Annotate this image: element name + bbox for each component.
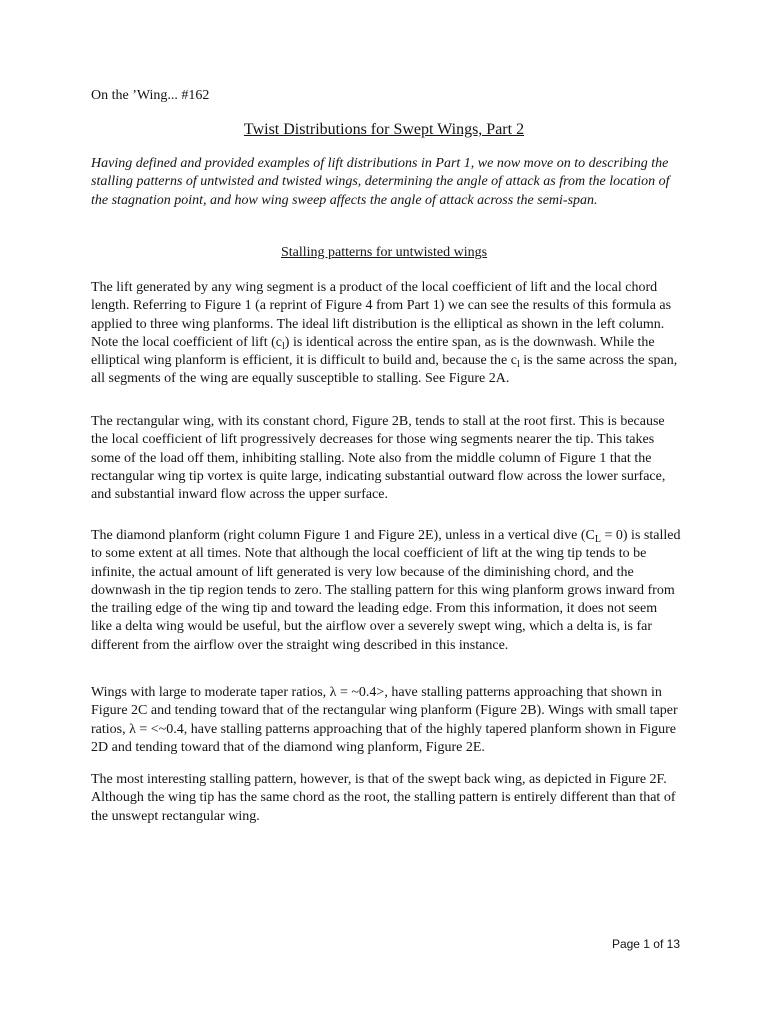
paragraph-2: The rectangular wing, with its constant chord, Figure 2B, tends to stall at the root first. This is because the local coefficient of lift progressively decreases for those wing segments nearer the tip. This takes some of the load off them, inhibiting stalling. Note also from the middle column of Figure 1 that the rectangular wing tip vortex is quite large, indicating substantial outward flow across the lower surface, and substantial inward flow across the upper surface. [91,414,666,503]
paragraph-4: Wings with large to moderate taper ratios, λ = ~0.4>, have stalling patterns approaching that shown in Figure 2C and tending toward that of the rectangular wing planform (Figure 2B). Wings with small taper ratios, λ = <~0.4, have stalling patterns approaching that of the highly tapered planform shown in Figure 2D and tending toward that of the diamond wing planform, Figure 2E. [91,685,678,755]
page-number: Page 1 of 13 [611,937,680,951]
paragraph-3 [91,527,681,655]
paragraph-3-text-b: = 0) is stalled to some extent at all times. Note that although the local coefficient of lift at the wing tip tends to be infinite, the actual amount of lift generated is very low because of the diminishing chord, and the downwash in the tip region tends to zero. The stalling pattern for this wing planform grows inward from the trailing edge of the wing tip and toward the leading edge. From this information, it does not seem like a delta wing would be useful, but the airflow over a severely swept wing, which a delta is, is far different from the airflow over the straight wing described in this instance. [91,528,681,653]
cl-subscript: l [282,340,285,352]
paragraph-1 [91,279,681,389]
paragraph-3-text-a: The diamond planform (right column Figure 1 and Figure 2E), unless in a vertical dive (C [91,528,595,543]
paragraph-1-text-c: is the same across the span, all segments of the wing are equally susceptible to stalling. See Figure 2A. [91,353,678,387]
paragraph-1-text-a: The lift generated by any wing segment is a product of the local coefficient of lift and the local chord length. Referring to Figure 1 (a reprint of Figure 4 from Part 1) we can see the results of this formula as applied to three wing planforms. The ideal lift distribution is the elliptical as shown in the left column. Note the local coefficient of lift (c [91,280,672,350]
paragraph-1-text-b: ) is identical across the entire span, as is the downwash. While the elliptical wing planform is efficient, it is difficult to build and, because the c [91,334,655,369]
section-heading: Stalling patterns for untwisted wings [280,245,488,260]
article-title: Twist Distributions for Swept Wings, Part 2 [243,121,525,138]
CL-subscript: L [594,534,601,545]
paragraph-5: The most interesting stalling pattern, however, is that of the swept back wing, as depicted in Figure 2F. Although the wing tip has the same chord as the root, the stalling pattern is entirely different than that of the unswept rectangular wing. [91,772,676,824]
series-header: On the ’Wing... #162 [91,88,210,103]
cl-subscript: l [516,359,520,371]
intro-paragraph: Having defined and provided examples of lift distributions in Part 1, we now move on to describing the stalling patterns of untwisted and twisted wings, determining the angle of attack as from the location of the stagnation point, and how wing sweep affects the angle of attack across the semi-span. [91,156,670,208]
